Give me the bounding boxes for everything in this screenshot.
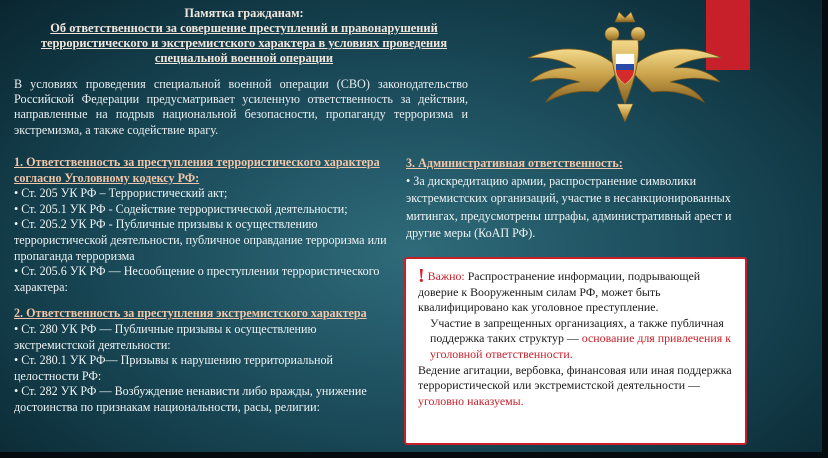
warning-paragraph-1 [418, 265, 735, 316]
right-column [406, 155, 746, 243]
section-2-title: 2. Ответственность за преступления экстремистского характера [14, 306, 367, 321]
left-column [14, 155, 394, 416]
list-item: • Ст. 205.6 УК РФ — Несообщение о преступлении террористического характера: [14, 264, 380, 294]
warning-box [404, 257, 747, 445]
list-item: • Ст. 280.1 УК РФ— Призывы к нарушению территориальной целостности РФ: [14, 353, 333, 383]
exclamation-icon: ! [418, 265, 425, 287]
warning-text-2: Участие в запрещенных организациях, а также публичная поддержка таких структур — [430, 315, 724, 346]
section-1-title: 1. Ответственность за преступления террористического характера согласно Уголовному кодексу РФ: [14, 155, 380, 185]
section-3-text: • За дискредитацию армии, распространение символики экстремистских организаций, участие в несанкционированных митингах, предусмотрены штрафы, административный арест и другие меры (КоАП РФ). [406, 173, 732, 241]
warning-label: Важно: [427, 269, 465, 283]
double-headed-eagle-emblem-icon [520, 8, 730, 128]
intro-paragraph: В условиях проведения специальной военной операции (СВО) законодательство Российской Федерации предусматривает усиленную ответственность за действия, направленные на подрыв национальной безопасности, пропаганду терроризма и экстремизма, а также содействие врагу. [14, 77, 468, 137]
memo-title: Памятка гражданам: [184, 6, 304, 20]
section-3-title: 3. Административная ответственность: [406, 156, 623, 170]
warning-paragraph-3 [418, 363, 735, 410]
memo-subtitle: Об ответственности за совершение преступлений и правонарушений террористического и экстремистского характера в условиях проведения специальной военной операции [40, 21, 448, 65]
list-item: • Ст. 282 УК РФ — Возбуждение ненависти либо вражды, унижение достоинства по признакам национальности, расы, религии: [14, 384, 367, 414]
frame-edge-bottom [0, 452, 828, 458]
warning-text-3: Ведение агитации, вербовка, финансовая или иная поддержка террористической или экстремистской деятельности — [418, 362, 732, 393]
header [14, 6, 474, 66]
list-item: • Ст. 205.1 УК РФ - Содействие террористической деятельности; [14, 201, 348, 216]
list-item: • Ст. 205.2 УК РФ - Публичные призывы к осуществлению террористической деятельности, публичное оправдание терроризма или пропаганда терроризма [14, 217, 387, 263]
warning-text-1: Распространение информации, подрывающей доверие к Вооруженным силам РФ, может быть квалифицировано как уголовное преступление. [418, 269, 701, 315]
warning-text-2-red: основание для привлечения к уголовной ответственности. [430, 331, 731, 361]
warning-text-3-red: уголовно наказуемы. [418, 393, 524, 408]
list-item: • Ст. 205 УК РФ – Террористический акт; [14, 186, 228, 201]
frame-edge-right [822, 0, 828, 458]
warning-paragraph-2 [418, 316, 735, 363]
list-item: • Ст. 280 УК РФ — Публичные призывы к осуществлению экстремистской деятельности: [14, 321, 317, 352]
